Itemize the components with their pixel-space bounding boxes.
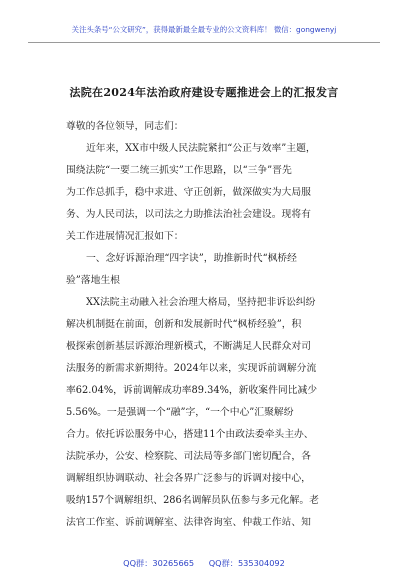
header-note: 关注头条号“公文研究”，获得最新最全最专业的公文资料库！ 微信：gongwenyj — [71, 25, 337, 34]
paragraph-line: 率62.04%，诉前调解成功率89.34%，新收案件同比减少 — [66, 385, 318, 396]
footer-contact — [0, 558, 408, 569]
paragraph-line: 极探索创新基层诉源治理新模式，不断满足人民群众对司 — [66, 341, 311, 352]
paragraph-line: 5.56%。一是强调一个“融”字，“一个中心”汇聚解纷 — [66, 407, 294, 418]
paragraph-line: 关工作进展情况汇报如下： — [66, 231, 184, 242]
section-heading: 一、念好诉源治理“四字诀”，助推新时代“枫桥经 — [86, 253, 297, 264]
paragraph-line: 近年来，XX市中级人民法院紧扣“公正与效率”主题， — [86, 143, 316, 154]
paragraph-line: 调解组织协调联动、社会各界广泛参与的诉调对接中心， — [66, 473, 311, 484]
footer-qq-group-2: QQ群：535304092 — [208, 558, 285, 568]
paragraph-line: 务、为人民司法，以司法之力助推法治社会建设。现将有 — [66, 209, 311, 220]
paragraph-line: 法院承办，公安、检察院、司法局等多部门密切配合，各 — [66, 451, 311, 462]
paragraph-line: 合力。依托诉讼服务中心，搭建11个由政法委牵头主办、 — [66, 429, 314, 440]
paragraph-line: 围绕法院“一要二统三抓实”工作思路，以“三争”晋先 — [66, 165, 292, 176]
paragraph-line: XX法院主动融入社会治理大格局，坚持把非诉讼纠纷 — [86, 297, 316, 308]
section-heading: 验”落地生根 — [66, 275, 120, 286]
footer-qq-group-1: QQ群：30265665 — [123, 558, 195, 568]
paragraph-line: 法官工作室、诉前调解室、法律咨询室、仲裁工作站、知 — [66, 517, 311, 528]
header-banner — [28, 22, 380, 43]
paragraph-line: 解决机制挺在前面，创新和发展新时代“枫桥经验”，积 — [66, 319, 302, 330]
paragraph-line: 为工作总抓手，稳中求进、守正创新，做深做实为大局服 — [66, 187, 311, 198]
salutation: 尊敬的各位领导，同志们： — [66, 121, 184, 132]
paragraph-line: 法服务的新需求新期待。2024年以来，实现诉前调解分流 — [66, 363, 317, 374]
paragraph-line: 吸纳157个调解组织、286名调解员队伍参与多元化解。老 — [66, 495, 319, 506]
document-title: 法院在2024年法治政府建设专题推进会上的汇报发言 — [69, 86, 339, 99]
